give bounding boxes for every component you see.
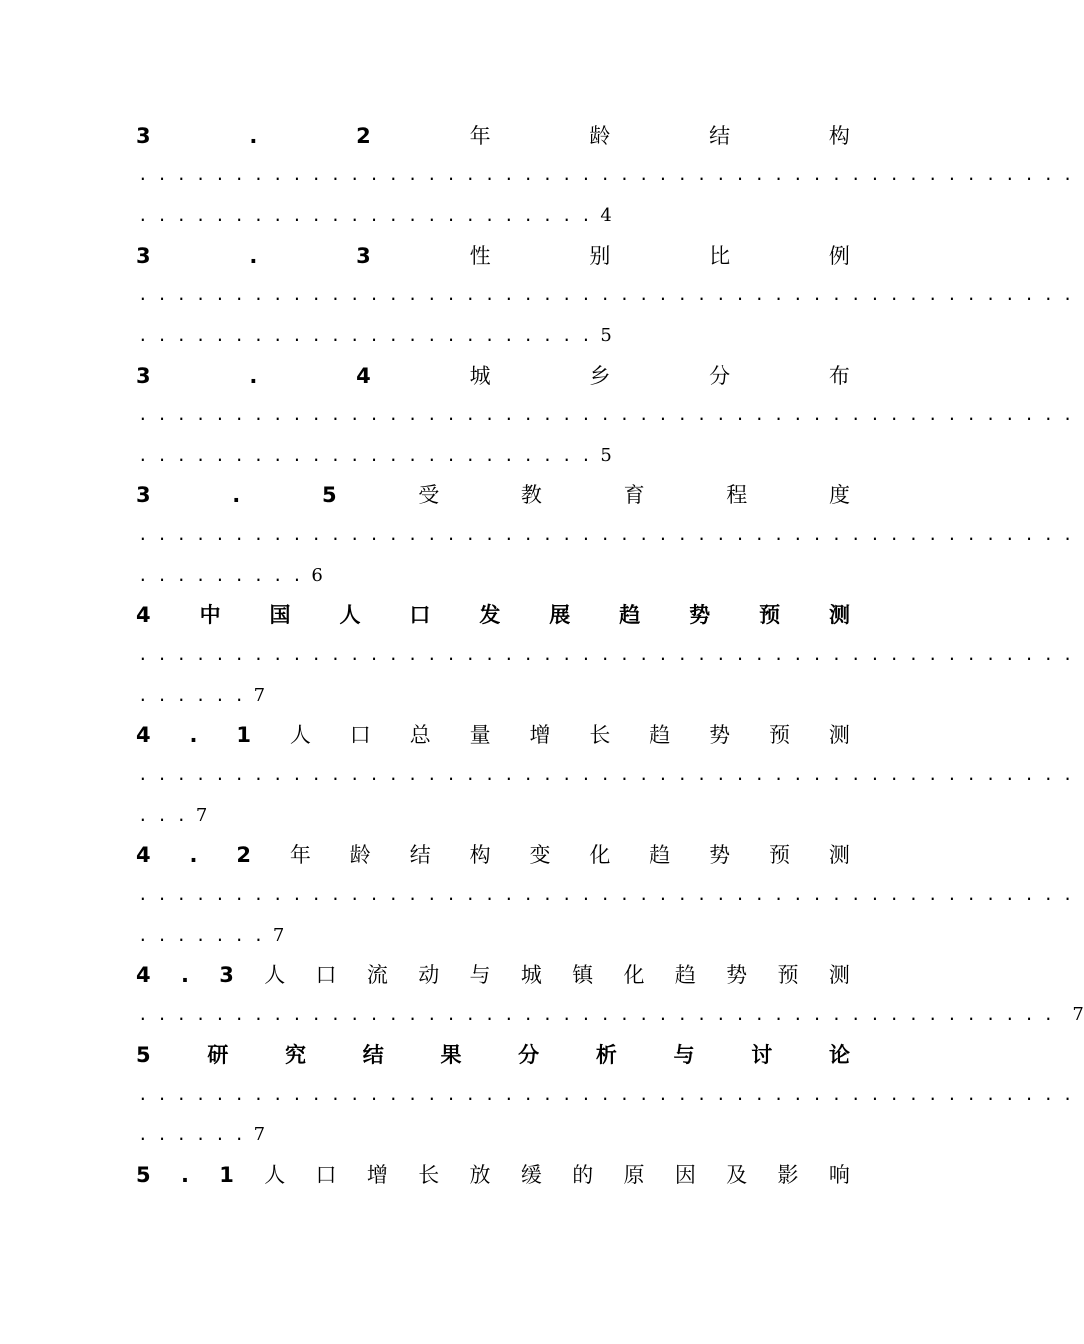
toc-char: 变 xyxy=(529,843,551,867)
toc-char: 3 xyxy=(136,364,151,388)
toc-leader-dots: . . . xyxy=(138,806,187,825)
toc-char: 构 xyxy=(828,124,850,148)
toc-leader-dots: . . . . . . . . . . . . . . . . . . . . . . . . . . . . . . . . . . . . . . . . . . . . . . . . . xyxy=(138,1085,1073,1104)
toc-char: 受 xyxy=(418,483,440,507)
toc-char: 放 xyxy=(469,1163,491,1187)
toc-char: 龄 xyxy=(349,843,371,867)
toc-char: 动 xyxy=(418,963,440,987)
toc-leader-dots: . . . . . . . . . . . . . . . . . . . . . . . . . . . . . . . . . . . . . . . . . . . . . . . . . xyxy=(138,645,1073,664)
toc-char: . xyxy=(249,244,258,268)
toc-char: 3 xyxy=(136,483,151,507)
toc-char: . xyxy=(232,483,241,507)
toc-char: 乡 xyxy=(589,364,611,388)
toc-leader-dots-end xyxy=(138,921,284,951)
toc-char: . xyxy=(180,1163,189,1187)
toc-char: 年 xyxy=(469,124,491,148)
toc-char: 的 xyxy=(572,1163,594,1187)
toc-char: 2 xyxy=(356,124,371,148)
toc-leader-dots: . . . . . . . . . . . . . . . . . . . . . . . . . . . . . . . . . . . . . . . . . . . . . . . . xyxy=(138,1005,1054,1024)
toc-char: 口 xyxy=(409,603,431,627)
toc-leader-dots: . . . . . . . . . xyxy=(138,566,302,585)
toc-chapter-title[interactable] xyxy=(136,1040,850,1070)
toc-entry-title[interactable] xyxy=(136,121,850,151)
toc-char: 原 xyxy=(623,1163,645,1187)
toc-leader-dots-end xyxy=(138,201,612,231)
toc-entry-title[interactable] xyxy=(136,480,850,510)
toc-char: 发 xyxy=(479,603,501,627)
toc-char: 展 xyxy=(549,603,571,627)
toc-char: 预 xyxy=(759,603,781,627)
toc-char: 及 xyxy=(726,1163,748,1187)
toc-entry-title[interactable] xyxy=(136,720,850,750)
toc-char: 人 xyxy=(264,1163,286,1187)
toc-char: 口 xyxy=(315,963,337,987)
toc-char: 构 xyxy=(469,843,491,867)
toc-char: 化 xyxy=(589,843,611,867)
toc-char: 龄 xyxy=(589,124,611,148)
toc-char: 析 xyxy=(595,1043,617,1067)
toc-leader-dots-end xyxy=(138,681,265,711)
toc-char: 与 xyxy=(469,963,491,987)
toc-char: 人 xyxy=(264,963,286,987)
toc-leader-dots-end xyxy=(138,1120,265,1150)
toc-char: 趋 xyxy=(674,963,696,987)
toc-char: 口 xyxy=(349,723,371,747)
toc-char: 程 xyxy=(726,483,748,507)
toc-char: 趋 xyxy=(649,843,671,867)
toc-char: 势 xyxy=(726,963,748,987)
toc-char: 测 xyxy=(828,963,850,987)
toc-char: 国 xyxy=(269,603,291,627)
toc-leader-dots: . . . . . . . . . . . . . . . . . . . . . . . . . . . . . . . . . . . . . . . . . . . . . . . . . xyxy=(138,285,1073,304)
toc-char: 育 xyxy=(623,483,645,507)
toc-char: 预 xyxy=(777,963,799,987)
toc-char: 城 xyxy=(469,364,491,388)
toc-char: 结 xyxy=(709,124,731,148)
toc-char: 4 xyxy=(136,963,151,987)
toc-char: 势 xyxy=(689,603,711,627)
toc-char: 因 xyxy=(674,1163,696,1187)
toc-entry-title[interactable] xyxy=(136,361,850,391)
toc-char: 结 xyxy=(362,1043,384,1067)
toc-char: 增 xyxy=(366,1163,388,1187)
toc-char: 响 xyxy=(828,1163,850,1187)
toc-char: 人 xyxy=(339,603,361,627)
toc-char: 分 xyxy=(518,1043,540,1067)
toc-chapter-title[interactable] xyxy=(136,600,850,630)
toc-char: 5 xyxy=(321,483,337,507)
toc-page-number: 7 xyxy=(272,925,285,946)
toc-char: . xyxy=(189,843,198,867)
toc-char: 5 xyxy=(136,1163,151,1187)
toc-char: 4 xyxy=(136,603,151,627)
toc-leader-dots-end xyxy=(138,321,612,351)
toc-char: 测 xyxy=(828,723,850,747)
toc-leader-dots-end xyxy=(138,801,207,831)
toc-page-number: 6 xyxy=(311,565,323,586)
toc-char: 势 xyxy=(709,723,731,747)
toc-page-number: 5 xyxy=(600,445,612,466)
toc-page-number: 7 xyxy=(195,805,208,826)
toc-char: 趋 xyxy=(619,603,641,627)
toc-char: . xyxy=(249,124,258,148)
toc-char: 增 xyxy=(529,723,551,747)
toc-leader-dots: . . . . . . . . . . . . . . . . . . . . . . . . . . . . . . . . . . . . . . . . . . . . . . . . . xyxy=(138,765,1073,784)
toc-char: 总 xyxy=(409,723,431,747)
toc-entry-title[interactable] xyxy=(136,241,850,271)
toc-char: 1 xyxy=(236,723,252,747)
toc-char: 与 xyxy=(673,1043,695,1067)
toc-char: 研 xyxy=(207,1043,229,1067)
toc-leader-dots: . . . . . . . xyxy=(138,926,264,945)
toc-char: 3 xyxy=(136,244,151,268)
toc-char: 4 xyxy=(136,723,151,747)
toc-char: 论 xyxy=(828,1043,850,1067)
toc-char: 结 xyxy=(409,843,431,867)
toc-char: 度 xyxy=(828,483,850,507)
toc-char: 年 xyxy=(289,843,311,867)
toc-leader-dots: . . . . . . xyxy=(138,1125,244,1144)
toc-char: 比 xyxy=(709,244,731,268)
toc-char: 4 xyxy=(136,843,151,867)
toc-leader-dots: . . . . . . . . . . . . . . . . . . . . . . . . xyxy=(138,206,591,225)
toc-char: . xyxy=(189,723,198,747)
toc-char: . xyxy=(180,963,189,987)
toc-leader-dots: . . . . . . . . . . . . . . . . . . . . . . . . xyxy=(138,326,591,345)
toc-char: 教 xyxy=(520,483,542,507)
toc-char: 人 xyxy=(289,723,311,747)
toc-char: 长 xyxy=(418,1163,440,1187)
toc-char: 4 xyxy=(356,364,371,388)
toc-char: 预 xyxy=(769,723,791,747)
toc-leader-dots: . . . . . . . . . . . . . . . . . . . . . . . . . . . . . . . . . . . . . . . . . . . . . . . . . xyxy=(138,525,1073,544)
toc-page-number: 4 xyxy=(600,205,612,226)
toc-page-number: 5 xyxy=(600,325,612,346)
toc-char: 5 xyxy=(136,1043,151,1067)
toc-char: 城 xyxy=(520,963,542,987)
toc-leader-dots-end xyxy=(138,1000,1084,1030)
toc-leader-dots-end xyxy=(138,561,323,591)
toc-leader-dots: . . . . . . xyxy=(138,686,244,705)
toc-char: 缓 xyxy=(520,1163,542,1187)
toc-char: 讨 xyxy=(751,1043,773,1067)
toc-char: 别 xyxy=(589,244,611,268)
toc-char: 分 xyxy=(709,364,731,388)
toc-char: 测 xyxy=(829,603,850,627)
toc-page-number: 7 xyxy=(1072,1004,1084,1025)
toc-leader-dots: . . . . . . . . . . . . . . . . . . . . . . . . . . . . . . . . . . . . . . . . . . . . . . . . . xyxy=(138,885,1073,904)
toc-char: 例 xyxy=(828,244,850,268)
toc-leader-dots: . . . . . . . . . . . . . . . . . . . . . . . . . . . . . . . . . . . . . . . . . . . . . . . . . xyxy=(138,165,1073,184)
toc-char: 2 xyxy=(236,843,252,867)
toc-char: 趋 xyxy=(649,723,671,747)
toc-char: . xyxy=(249,364,258,388)
toc-char: 3 xyxy=(356,244,371,268)
toc-entry-title[interactable] xyxy=(136,960,850,990)
toc-char: 究 xyxy=(285,1043,307,1067)
toc-char: 测 xyxy=(828,843,850,867)
toc-char: 化 xyxy=(623,963,645,987)
toc-page-number: 7 xyxy=(253,685,266,706)
toc-char: 果 xyxy=(440,1043,462,1067)
toc-char: 流 xyxy=(366,963,388,987)
toc-entry-title[interactable] xyxy=(136,840,850,870)
toc-leader-dots: . . . . . . . . . . . . . . . . . . . . . . . . . . . . . . . . . . . . . . . . . . . . . . . . . xyxy=(138,405,1073,424)
toc-char: 镇 xyxy=(572,963,594,987)
toc-char: 3 xyxy=(136,124,151,148)
toc-page-number: 7 xyxy=(253,1124,266,1145)
toc-char: 量 xyxy=(469,723,491,747)
toc-char: 口 xyxy=(315,1163,337,1187)
toc-char: 预 xyxy=(769,843,791,867)
toc-leader-dots: . . . . . . . . . . . . . . . . . . . . . . . . xyxy=(138,446,591,465)
toc-char: 性 xyxy=(469,244,491,268)
toc-char: 布 xyxy=(828,364,850,388)
toc-char: 3 xyxy=(219,963,234,987)
toc-entry-title[interactable] xyxy=(136,1160,850,1190)
toc-char: 影 xyxy=(777,1163,799,1187)
toc-leader-dots-end xyxy=(138,441,612,471)
toc-char: 势 xyxy=(709,843,731,867)
toc-char: 1 xyxy=(219,1163,234,1187)
toc-char: 长 xyxy=(589,723,611,747)
toc-char: 中 xyxy=(199,603,221,627)
